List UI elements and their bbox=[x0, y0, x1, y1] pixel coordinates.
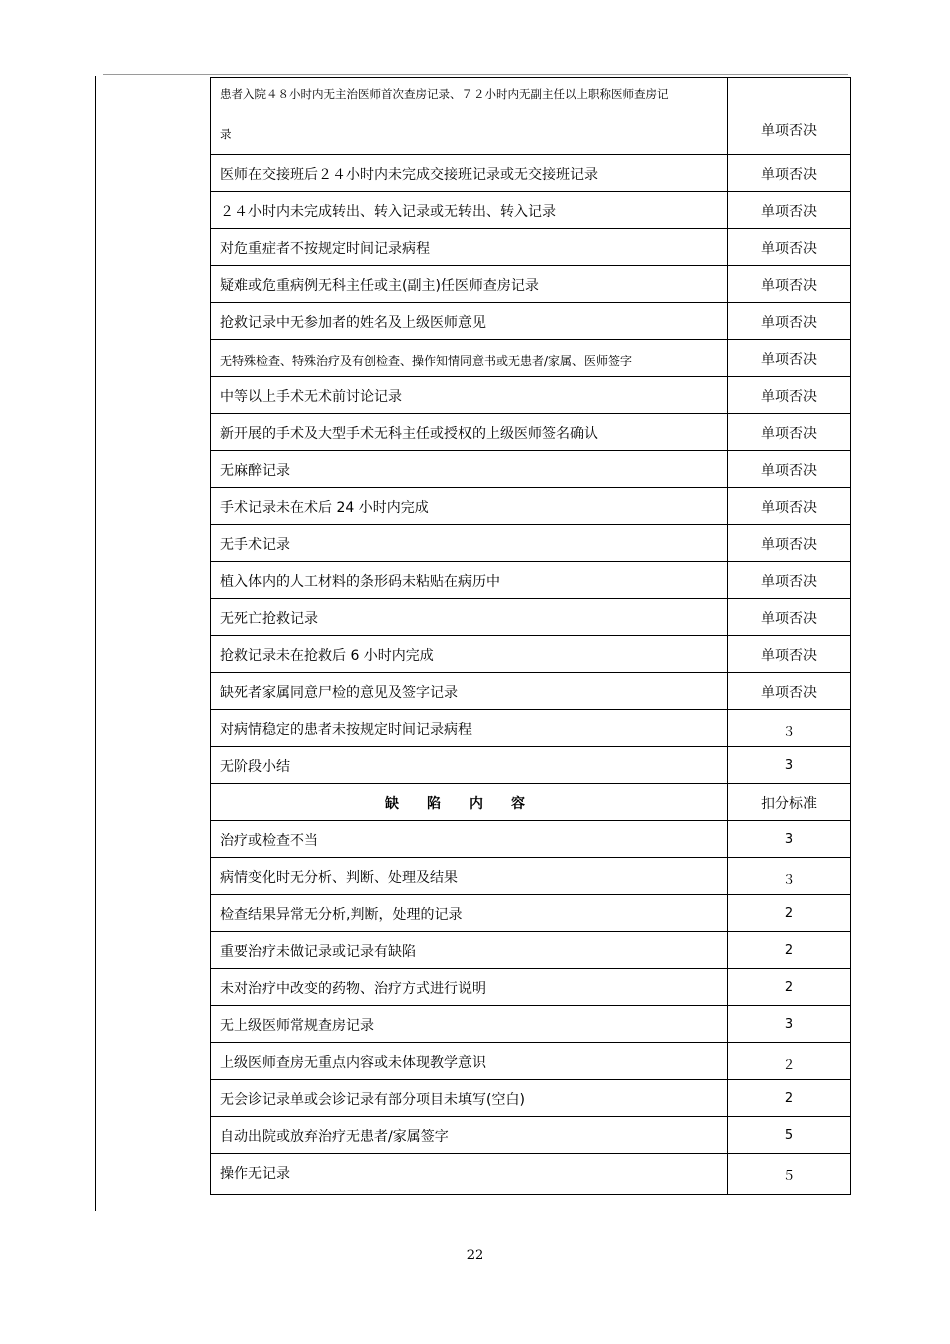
defect-item: 重要治疗未做记录或记录有缺陷 bbox=[211, 932, 728, 968]
table-row bbox=[211, 1117, 851, 1154]
page-number: 22 bbox=[466, 1248, 484, 1263]
table-row bbox=[211, 488, 851, 525]
table-row bbox=[211, 636, 851, 673]
column-header-defect: 缺陷内容 bbox=[211, 784, 728, 820]
deduction-value: ５ bbox=[728, 1154, 851, 1194]
deduction-value: 单项否决 bbox=[728, 451, 851, 487]
table-row bbox=[211, 303, 851, 340]
defect-item: 医师在交接班后２４小时内未完成交接班记录或无交接班记录 bbox=[211, 155, 728, 191]
deduction-value: 单项否决 bbox=[728, 562, 851, 598]
deduction-value: 单项否决 bbox=[728, 599, 851, 635]
deduction-value: ３ bbox=[728, 858, 851, 894]
defect-item: ２４小时内未完成转出、转入记录或无转出、转入记录 bbox=[211, 192, 728, 228]
table-row bbox=[211, 1080, 851, 1117]
defect-item: 无会诊记录单或会诊记录有部分项目未填写(空白) bbox=[211, 1080, 728, 1116]
deduction-value: 2 bbox=[728, 932, 851, 968]
table-row bbox=[211, 451, 851, 488]
deduction-value: 2 bbox=[728, 969, 851, 1005]
table-row bbox=[211, 969, 851, 1006]
top-rule bbox=[103, 74, 848, 75]
deduction-value: 单项否决 bbox=[728, 673, 851, 709]
table-row bbox=[211, 1006, 851, 1043]
defect-item: 操作无记录 bbox=[211, 1154, 728, 1194]
defect-item: 手术记录未在术后 24 小时内完成 bbox=[211, 488, 728, 524]
deduction-value: 单项否决 bbox=[728, 377, 851, 413]
table-row bbox=[211, 710, 851, 747]
defect-item: 对病情稳定的患者未按规定时间记录病程 bbox=[211, 710, 728, 746]
defect-item: 病情变化时无分析、判断、处理及结果 bbox=[211, 858, 728, 894]
deduction-value: 3 bbox=[728, 821, 851, 857]
defect-item: 缺死者家属同意尸检的意见及签字记录 bbox=[211, 673, 728, 709]
defect-item: 疑难或危重病例无科主任或主(副主)任医师查房记录 bbox=[211, 266, 728, 302]
defect-item: 治疗或检查不当 bbox=[211, 821, 728, 857]
column-header-deduction: 扣分标准 bbox=[728, 784, 851, 820]
deduction-value: 单项否决 bbox=[728, 266, 851, 302]
deduction-value: ２ bbox=[728, 1043, 851, 1079]
deduction-value: 单项否决 bbox=[728, 78, 851, 154]
defect-item: 中等以上手术无术前讨论记录 bbox=[211, 377, 728, 413]
table-row bbox=[211, 414, 851, 451]
defect-item: 无麻醉记录 bbox=[211, 451, 728, 487]
defect-item: 对危重症者不按规定时间记录病程 bbox=[211, 229, 728, 265]
table-row bbox=[211, 673, 851, 710]
defect-item bbox=[211, 78, 728, 154]
deduction-value: 3 bbox=[728, 1006, 851, 1042]
defect-item: 无阶段小结 bbox=[211, 747, 728, 783]
table-row bbox=[211, 562, 851, 599]
defect-item: 无上级医师常规查房记录 bbox=[211, 1006, 728, 1042]
deduction-value: 单项否决 bbox=[728, 155, 851, 191]
defect-item: 植入体内的人工材料的条形码未粘贴在病历中 bbox=[211, 562, 728, 598]
deduction-value: 单项否决 bbox=[728, 340, 851, 376]
deduction-value: 单项否决 bbox=[728, 229, 851, 265]
table-row bbox=[211, 599, 851, 636]
table-row bbox=[211, 266, 851, 303]
deduction-value: ３ bbox=[728, 710, 851, 746]
deduction-value: 单项否决 bbox=[728, 525, 851, 561]
defect-item: 自动出院或放弃治疗无患者/家属签字 bbox=[211, 1117, 728, 1153]
defect-item: 无手术记录 bbox=[211, 525, 728, 561]
defect-item-line1: 患者入院４８小时内无主治医师首次查房记录、７２小时内无副主任以上职称医师查房记 bbox=[220, 87, 669, 101]
deduction-value: 2 bbox=[728, 895, 851, 931]
deduction-value: 单项否决 bbox=[728, 303, 851, 339]
defect-item: 抢救记录未在抢救后 6 小时内完成 bbox=[211, 636, 728, 672]
deduction-value: 2 bbox=[728, 1080, 851, 1116]
deduction-value: 单项否决 bbox=[728, 488, 851, 524]
defect-item: 上级医师查房无重点内容或未体现教学意识 bbox=[211, 1043, 728, 1079]
deduction-value: 单项否决 bbox=[728, 636, 851, 672]
left-rule bbox=[95, 76, 96, 1211]
table-row bbox=[211, 1043, 851, 1080]
defect-item: 未对治疗中改变的药物、治疗方式进行说明 bbox=[211, 969, 728, 1005]
table-row bbox=[211, 747, 851, 784]
table-row bbox=[211, 340, 851, 377]
table-row bbox=[211, 525, 851, 562]
defect-item: 无死亡抢救记录 bbox=[211, 599, 728, 635]
deduction-value: 3 bbox=[728, 747, 851, 783]
defect-item: 无特殊检查、特殊治疗及有创检查、操作知情同意书或无患者/家属、医师签字 bbox=[211, 340, 728, 376]
table-row bbox=[211, 78, 851, 155]
table-row bbox=[211, 858, 851, 895]
table-row bbox=[211, 821, 851, 858]
deduction-value: 5 bbox=[728, 1117, 851, 1153]
table-header-row bbox=[211, 784, 851, 821]
defect-item: 新开展的手术及大型手术无科主任或授权的上级医师签名确认 bbox=[211, 414, 728, 450]
defect-item-line2: 录 bbox=[220, 127, 232, 141]
table-row bbox=[211, 155, 851, 192]
deduction-table bbox=[210, 77, 851, 1195]
deduction-value: 单项否决 bbox=[728, 414, 851, 450]
table-row bbox=[211, 377, 851, 414]
table-row bbox=[211, 229, 851, 266]
table-row bbox=[211, 895, 851, 932]
defect-item: 检查结果异常无分析,判断，处理的记录 bbox=[211, 895, 728, 931]
defect-item: 抢救记录中无参加者的姓名及上级医师意见 bbox=[211, 303, 728, 339]
table-row bbox=[211, 192, 851, 229]
deduction-value: 单项否决 bbox=[728, 192, 851, 228]
table-row bbox=[211, 932, 851, 969]
table-row bbox=[211, 1154, 851, 1195]
